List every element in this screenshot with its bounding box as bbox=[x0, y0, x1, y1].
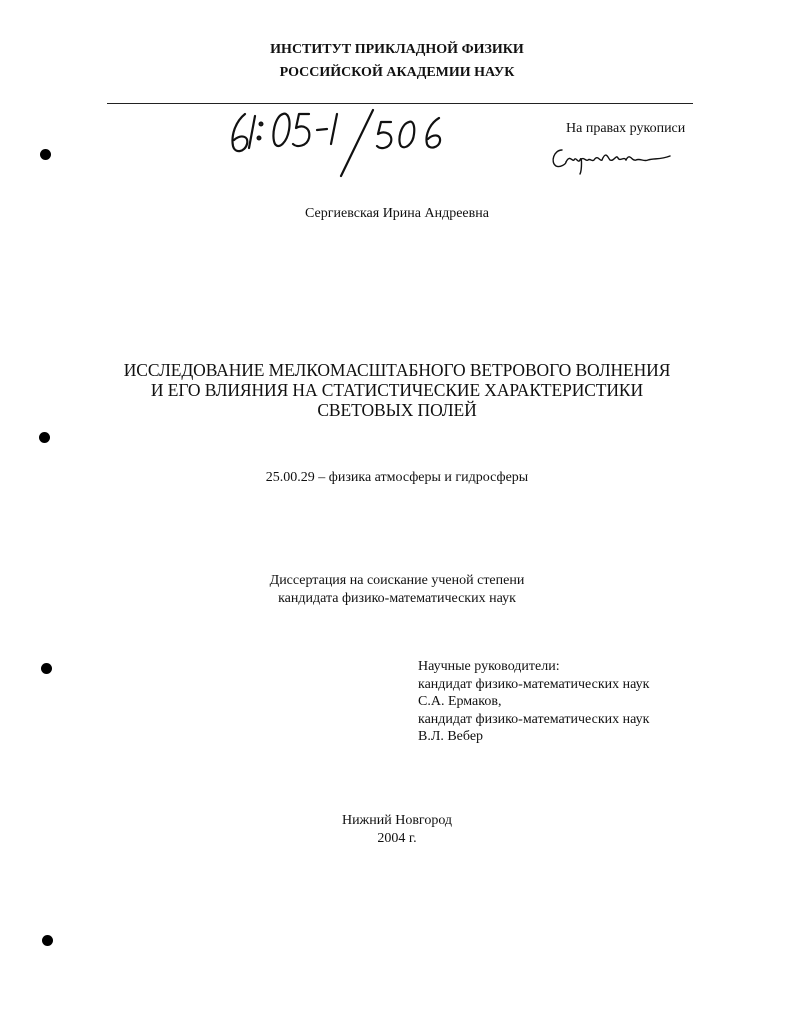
advisors-heading: Научные руководители: bbox=[418, 659, 560, 674]
punch-hole bbox=[42, 935, 53, 946]
punch-hole bbox=[40, 149, 51, 160]
institute-line-2: РОССИЙСКОЙ АКАДЕМИИ НАУК bbox=[279, 65, 515, 80]
advisor-line: С.А. Ермаков, bbox=[418, 694, 502, 709]
header-rule bbox=[107, 103, 693, 104]
specialty-code: 25.00.29 – физика атмосферы и гидросферы bbox=[265, 470, 529, 485]
dissertation-title bbox=[0, 360, 794, 420]
advisor-line: кандидат физико-математических наук bbox=[418, 676, 650, 692]
degree-statement bbox=[0, 572, 794, 608]
year: 2004 г. bbox=[377, 831, 417, 846]
city: Нижний Новгород bbox=[341, 813, 453, 828]
punch-hole bbox=[39, 432, 50, 443]
advisor-line: кандидат физико-математических наук bbox=[418, 711, 650, 727]
title-line-3: СВЕТОВЫХ ПОЛЕЙ bbox=[317, 400, 477, 420]
rights-note: На правах рукописи bbox=[566, 121, 686, 136]
institute-line-1: ИНСТИТУТ ПРИКЛАДНОЙ ФИЗИКИ bbox=[270, 42, 524, 57]
institute-header bbox=[0, 38, 794, 84]
place-and-year bbox=[0, 812, 794, 848]
advisors-block bbox=[418, 658, 649, 746]
advisor-line: В.Л. Вебер bbox=[418, 729, 484, 744]
title-line-2: И ЕГО ВЛИЯНИЯ НА СТАТИСТИЧЕСКИЕ ХАРАКТЕРИСТИКИ bbox=[150, 380, 644, 400]
handwritten-number bbox=[225, 106, 455, 178]
title-line-1: ИССЛЕДОВАНИЕ МЕЛКОМАСШТАБНОГО ВЕТРОВОГО ВОЛНЕНИЯ bbox=[123, 360, 671, 380]
degree-line-2: кандидата физико-математических наук bbox=[278, 591, 516, 606]
author-name: Сергиевская Ирина Андреевна bbox=[305, 206, 489, 221]
punch-hole bbox=[41, 663, 52, 674]
degree-line-1: Диссертация на соискание ученой степени bbox=[269, 573, 525, 588]
signature bbox=[548, 140, 678, 180]
